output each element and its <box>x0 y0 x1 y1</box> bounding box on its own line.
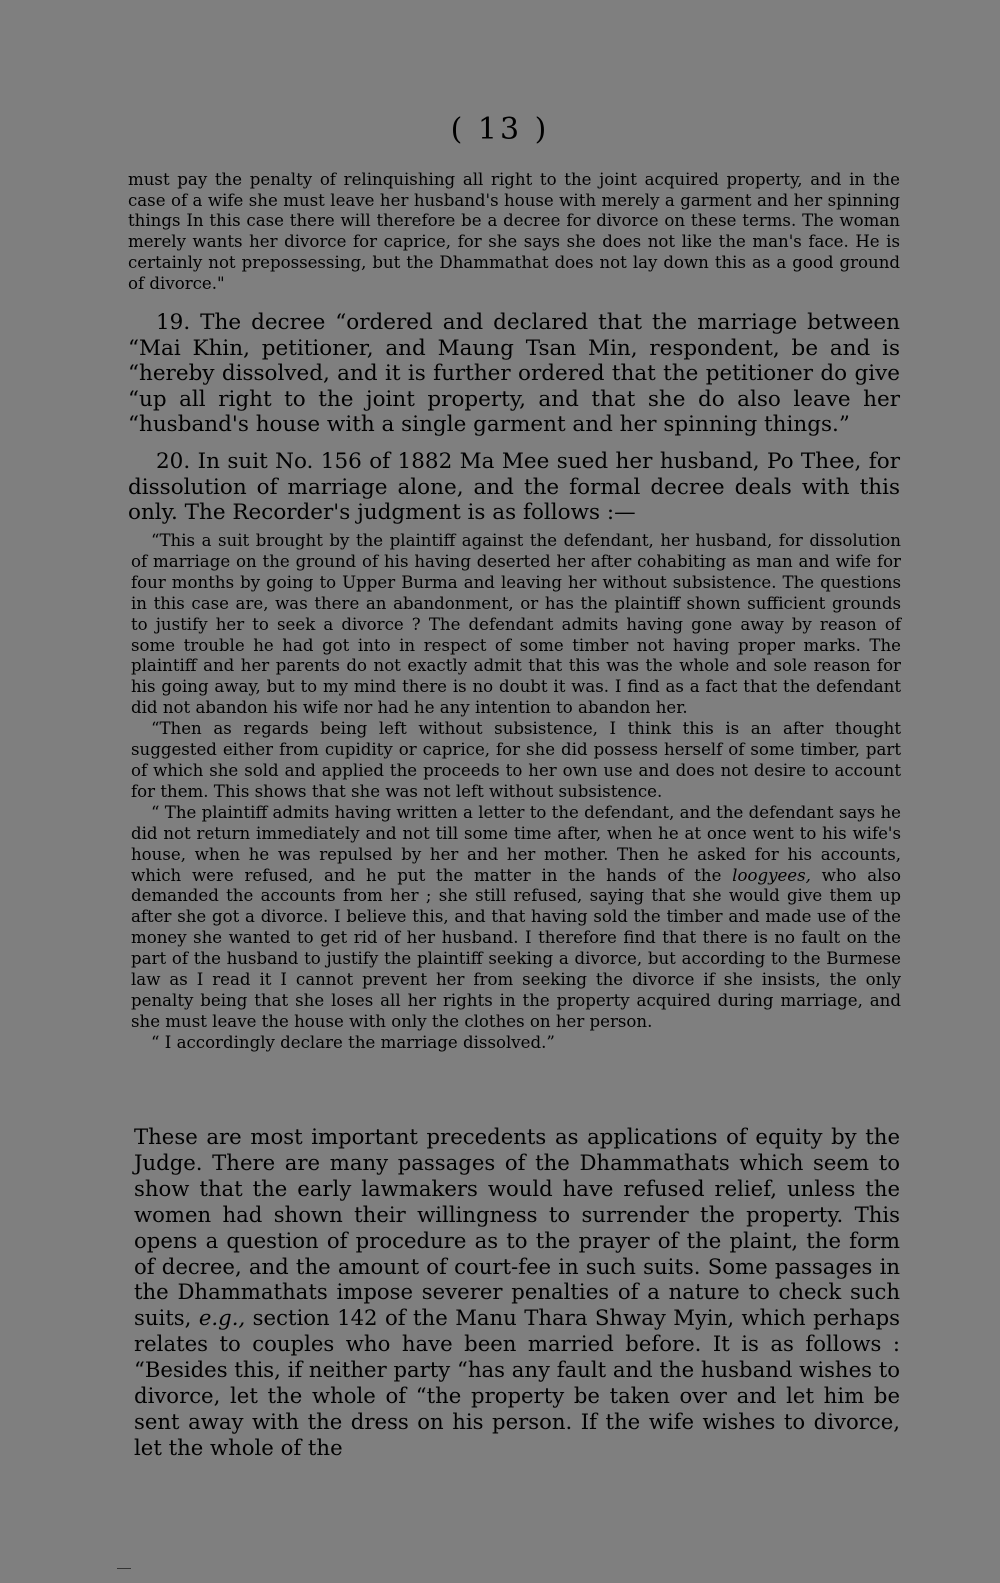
quote-paragraph-3 <box>131 803 901 1033</box>
paragraph-19-text: 19. The decree “ordered and declared that the marriage between “Mai Khin, petitioner, and Maung Tsan Min, respondent, be and is “hereby dissolved, and it is further ordered that the petitioner do give “up all right to the joint property, and that she do also leave her “husband's house with a single garment and her spinning things.” <box>128 310 900 438</box>
continuation-paragraph <box>128 170 900 294</box>
quote-3-text-a: “ The plaintiff admits having written a letter to the defendant, and the defendant says he did not return immediately and not till some time after, when he at once went to his wife's house, when he was repulsed by her and her mother. Then he asked for his accounts, which were refused, and he put the matter in the hands of the <box>131 802 901 885</box>
final-italic-term: e.g., <box>198 1305 246 1331</box>
judgment-quotation <box>131 531 901 1054</box>
final-text-b: section 142 of the Manu Thara Shway Myin, which perhaps relates to couples who have been married before. It is as follows : “Besides this, if neither party “has any fault and the husband wishes to divorce, let the whole of “the property be taken over and let him be sent away with the dress on his person. If the wife wishes to divorce, let the whole of the <box>134 1305 901 1460</box>
paragraph-19 <box>128 310 900 438</box>
quote-paragraph-4: “ I accordingly declare the marriage dissolved.” <box>151 1032 555 1052</box>
quote-paragraph-1: “This a suit brought by the plaintiff against the defendant, her husband, for dissolution of marriage on the ground of his having deserted her after cohabiting as man and wife for four months by going to Upper Burma and leaving her without subsistence. The questions in this case are, was there an abandonment, or has the plaintiff shown sufficient grounds to justify her to seek a divorce ? The defendant admits having gone away by reason of some trouble he had got into in respect of some timber not having proper marks. The plaintiff and her parents do not exactly admit that this was the whole and sole reason for his going away, but to my mind there is no doubt it was. I find as a fact that the defendant did not abandon his wife nor had he any intention to abandon her. <box>131 531 901 718</box>
margin-mark <box>117 1568 131 1569</box>
quote-paragraph-2: “Then as regards being left without subsistence, I think this is an after thought suggested either from cupidity or caprice, for she did possess herself of some timber, part of which she sold and applied the proceeds to her own use and does not desire to account for them. This shows that she was not left without subsistence. <box>131 719 901 801</box>
page-number: ( 13 ) <box>450 112 550 147</box>
final-text-a: These are most important precedents as applications of equity by the Judge. There are many passages of the Dhammathats which seem to show that the early lawmakers would have refused relief, unless the women had shown their willingness to surrender the property. This opens a question of procedure as to the prayer of the plaint, the form of decree, and the amount of court-fee in such suits. Some passages in the Dhammathats impose severer penalties of a nature to check such suits, <box>134 1124 900 1331</box>
final-paragraph-text <box>134 1124 900 1461</box>
continuation-text: must pay the penalty of relinquishing all right to the joint acquired property, and in the case of a wife she must leave her husband's house with merely a garment and her spinning things In this case there will therefore be a decree for divorce on these terms. The woman merely wants her divorce for caprice, for she says she does not like the man's face. He is certainly not prepossessing, but the Dhammathat does not lay down this as a good ground of divorce." <box>128 170 900 293</box>
final-paragraph <box>134 1124 900 1461</box>
paragraph-20-text: 20. In suit No. 156 of 1882 Ma Mee sued her husband, Po Thee, for dissolution of marriage alone, and the formal decree deals with this only. The Recorder's judgment is as follows :— <box>128 449 900 526</box>
paragraph-20 <box>128 449 900 526</box>
quote-3-italic-term: loogyees, <box>732 865 811 885</box>
quote-3-text-b: who also demanded the accounts from her ; she still refused, saying that she would give them up after she got a divorce. I believe this, and that having sold the timber and made use of the money she wanted to get rid of her husband. I therefore find that there is no fault on the part of the husband to justify the plaintiff seeking a divorce, but according to the Burmese law as I read it I cannot prevent her from seeking the divorce if she insists, the only penalty being that she loses all her rights in the property acquired during marriage, and she must leave the house with only the clothes on her person. <box>131 865 901 1031</box>
